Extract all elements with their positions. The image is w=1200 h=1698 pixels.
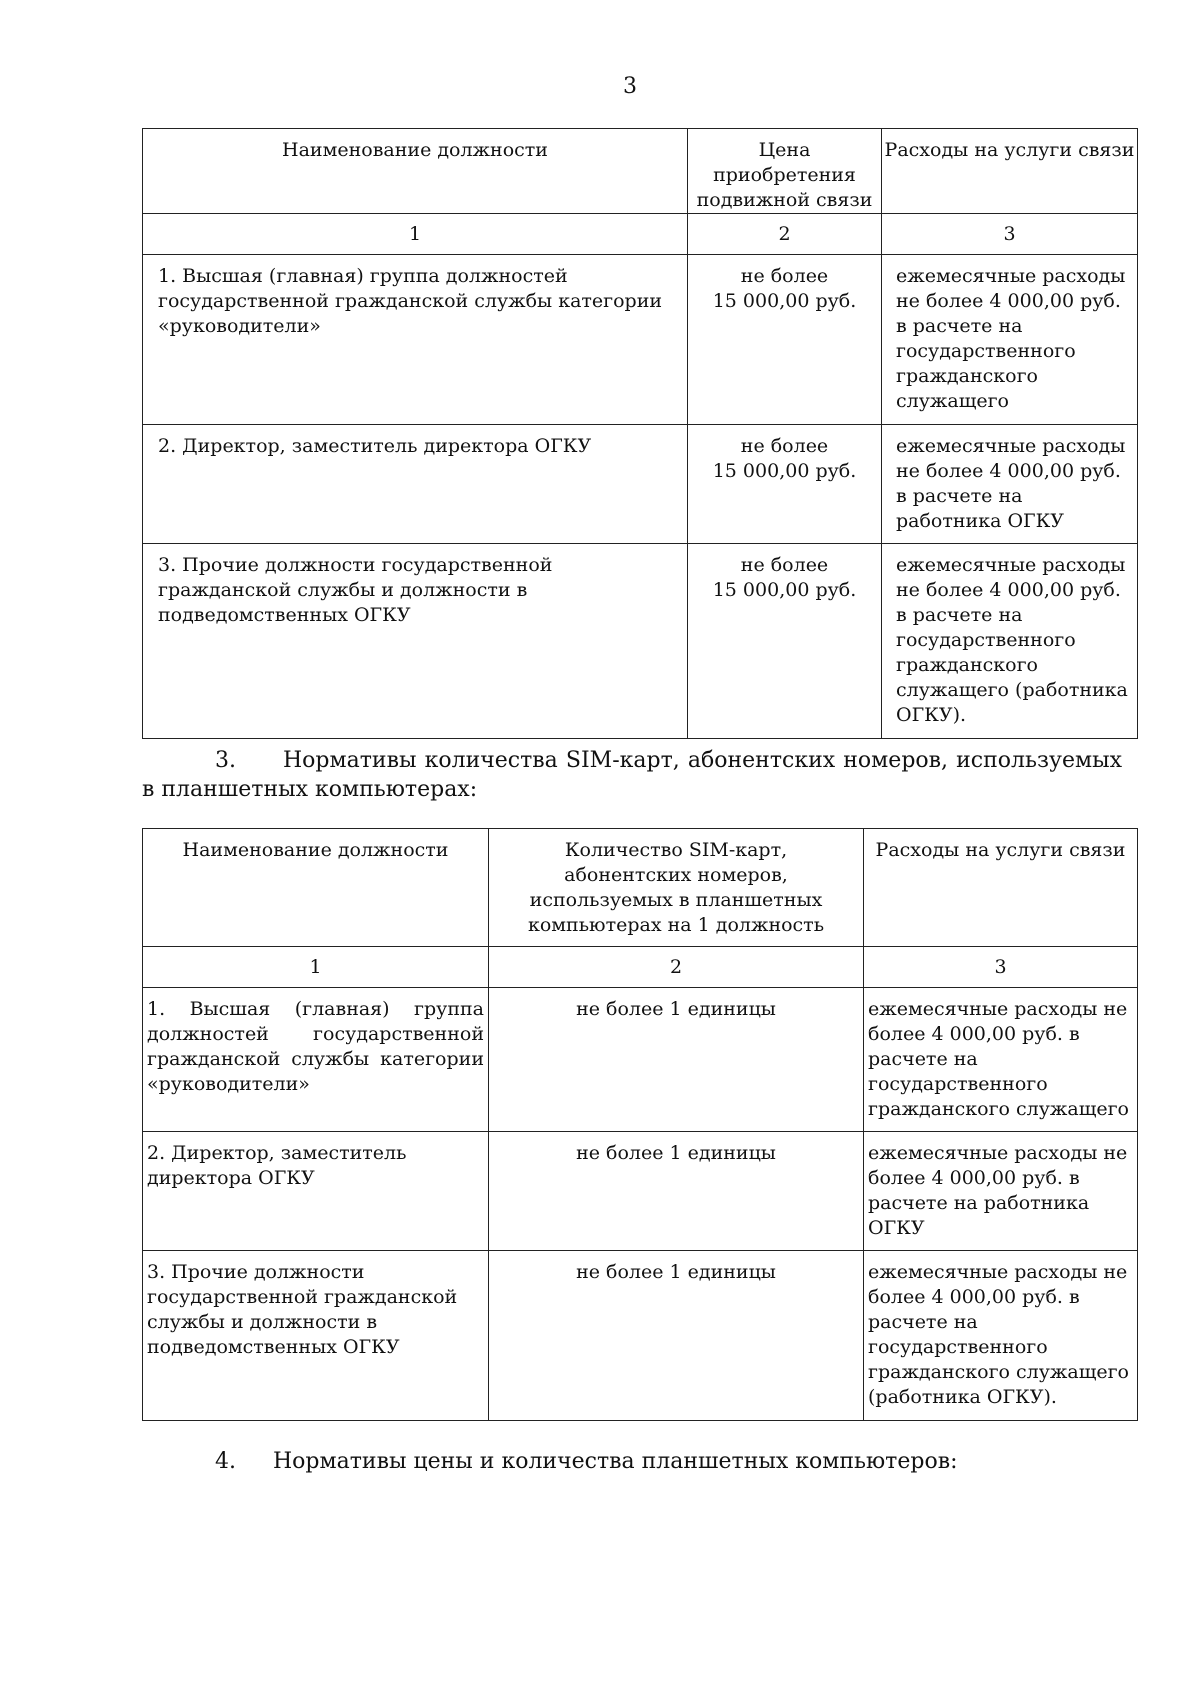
section-text: Нормативы количества SIM-карт, абонентских номеров, используемых в планшетных компьютерах: — [142, 748, 1122, 802]
page-number: 3 — [623, 74, 637, 99]
sim-cards-table — [142, 828, 1138, 1421]
column-header: Цена приобретения подвижной связи — [688, 129, 882, 214]
expense-cell: ежемесячные расходы не более 4 000,00 руб. в расчете на работника ОГКУ — [864, 1132, 1138, 1251]
position-name: 2. Директор, заместитель директора ОГКУ — [143, 1132, 489, 1251]
quantity-cell: не более 1 единицы — [489, 1251, 864, 1421]
column-header: Наименование должности — [143, 129, 688, 214]
column-number: 2 — [489, 947, 864, 988]
section-text: Нормативы цены и количества планшетных компьютеров: — [273, 1449, 958, 1474]
column-header: Количество SIM-карт, абонентских номеров, используемых в планшетных компьютерах на 1 должность — [489, 829, 864, 947]
column-header: Наименование должности — [143, 829, 489, 947]
table-row — [143, 988, 1138, 1132]
section-number: 3. — [215, 748, 236, 773]
expense-cell: ежемесячные расходы не более 4 000,00 руб. в расчете на государственного гражданского служащего (работника ОГКУ). — [864, 1251, 1138, 1421]
column-number: 1 — [143, 947, 489, 988]
expense-cell: ежемесячные расходы не более 4 000,00 руб. в расчете на государственного гражданского служащего — [864, 988, 1138, 1132]
table-row — [143, 1251, 1138, 1421]
quantity-cell: не более 1 единицы — [489, 1132, 864, 1251]
table-row — [143, 544, 1138, 739]
expense-cell: ежемесячные расходы не более 4 000,00 руб. в расчете на государственного гражданского служащего — [882, 255, 1138, 425]
column-number: 2 — [688, 214, 882, 255]
price-cell: не более 15 000,00 руб. — [688, 255, 882, 425]
table-row — [143, 425, 1138, 544]
expense-cell: ежемесячные расходы не более 4 000,00 руб. в расчете на работника ОГКУ — [882, 425, 1138, 544]
quantity-cell: не более 1 единицы — [489, 988, 864, 1132]
column-header: Расходы на услуги связи — [882, 129, 1138, 214]
section-3-heading — [142, 746, 1122, 804]
column-header: Расходы на услуги связи — [864, 829, 1138, 947]
table-row — [143, 1132, 1138, 1251]
mobile-devices-table — [142, 128, 1138, 739]
section-number: 4. — [215, 1449, 236, 1474]
position-name: 3. Прочие должности государственной гражданской службы и должности в подведомственных ОГКУ — [143, 544, 688, 739]
table-row — [143, 255, 1138, 425]
section-4-heading — [215, 1447, 958, 1476]
price-cell: не более 15 000,00 руб. — [688, 425, 882, 544]
column-number: 1 — [143, 214, 688, 255]
column-number: 3 — [864, 947, 1138, 988]
position-name: 3. Прочие должности государственной гражданской службы и должности в подведомственных ОГКУ — [143, 1251, 489, 1421]
position-name: 1. Высшая (главная) группа должностей государственной гражданской службы категории «руководители» — [143, 255, 688, 425]
expense-cell: ежемесячные расходы не более 4 000,00 руб. в расчете на государственного гражданского служащего (работника ОГКУ). — [882, 544, 1138, 739]
price-cell: не более 15 000,00 руб. — [688, 544, 882, 739]
position-name: 2. Директор, заместитель директора ОГКУ — [143, 425, 688, 544]
column-number: 3 — [882, 214, 1138, 255]
position-name: 1. Высшая (главная) группа должностей государственной гражданской службы категории «руководители» — [143, 988, 489, 1132]
